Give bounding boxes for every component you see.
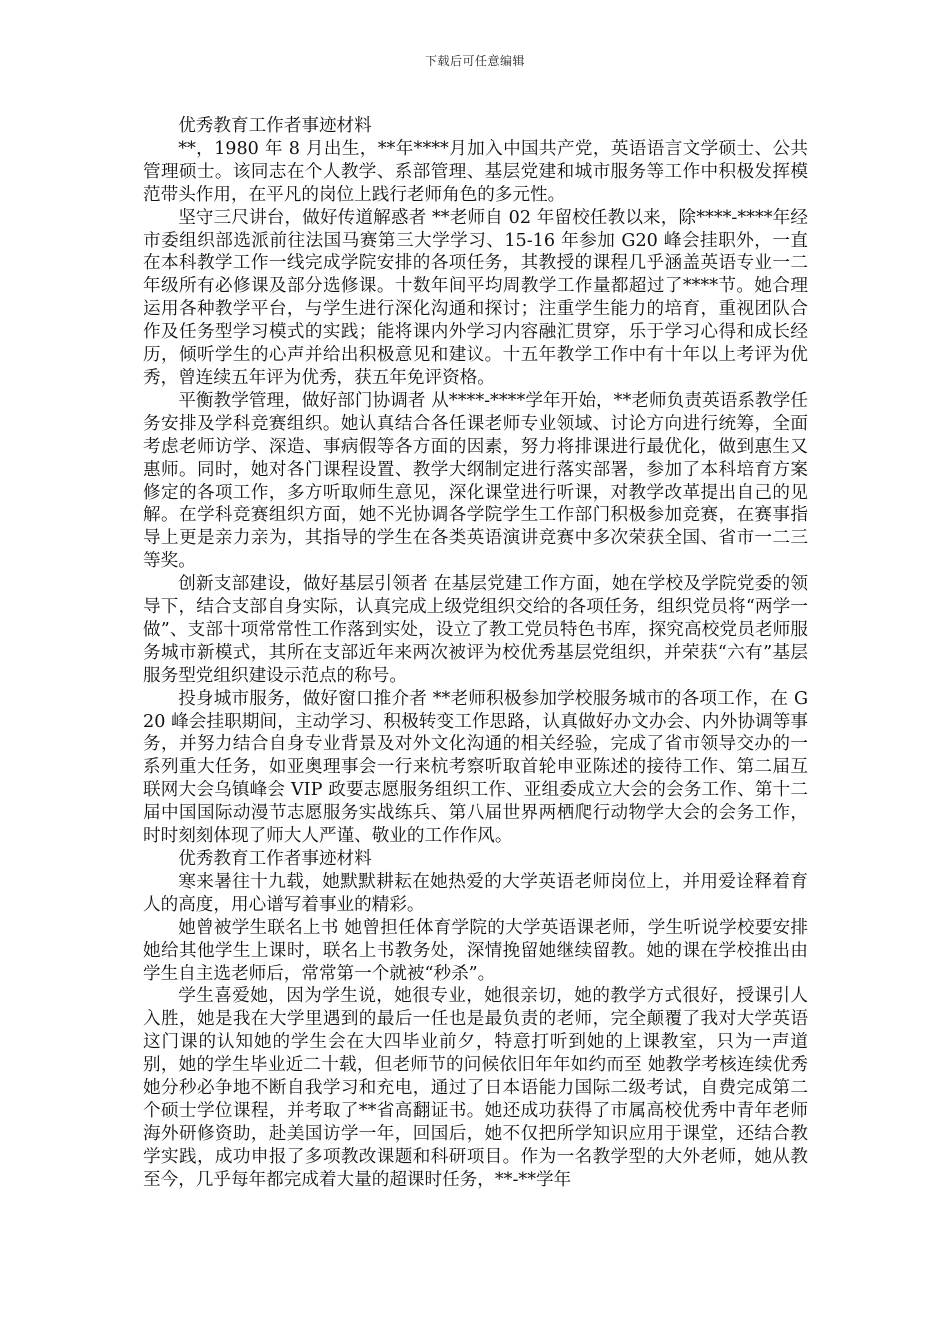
paragraph-second-intro: 寒来暑往十九载，她默默耕耘在她热爱的大学英语老师岗位上，并用爱诠释着育人的高度，用心谱写着事业的精彩。 xyxy=(143,871,808,915)
paragraph-management: 平衡教学管理，做好部门协调者 从****-****学年开始，**老师负责英语系教学任务安排及学科竞赛组织。她认真结合各任课老师专业领域、讨论方向进行统筹，全面考虑老师访学、深造、事病假等各方面的因素，努力将排课进行最优化，做到惠生又惠师。同时，她对各门课程设置、教学大纲制定进行落实部署，参加了本科培育方案修定的各项工作，多方听取师生意见，深化课堂进行听课，对教学改革提出自己的见解。在学科竞赛组织方面，她不光协调各学院学生工作部门积极参加竞赛，在赛事指导上更是亲力亲为，其指导的学生在各类英语演讲竞赛中多次荣获全国、省市一二三等奖。 xyxy=(143,390,808,572)
paragraph-party-building: 创新支部建设，做好基层引领者 在基层党建工作方面，她在学校及学院党委的领导下，结合支部自身实际，认真完成上级党组织交给的各项任务，组织党员将“两学一做”、支部十项常常性工作落到实处，设立了教工党员特色书库，探究高校党员老师服务城市新模式，其所在支部近年来两次被评为校优秀基层党组织，并荣获“六有”基层服务型党组织建设示范点的称号。 xyxy=(143,574,808,686)
page-header: 下载后可任意编辑 xyxy=(424,54,525,68)
document-title-second: 优秀教育工作者事迹材料 xyxy=(178,849,372,869)
paragraph-student-love: 学生喜爱她，因为学生说，她很专业，她很亲切，她的教学方式很好，授课引人入胜，她是我在大学里遇到的最后一任也是最负责的老师，完全颠覆了我对大学英语这门课的认知她的学生会在大四毕业前夕，特意打听到她的上课教室，只为一声道别，她的学生毕业近二十载，但老师节的问候依旧年年如约而至 她教学考核连续优秀 她分秒必争地不断自我学习和充电，通过了日本语能力国际二级考试，自费完成第二个硕士学位课程，并考取了**省高翻证书。她还成功获得了市属高校优秀中青年老师海外研修资助，赴美国访学一年，回国后，她不仅把所学知识应用于课堂，还结合教学实践，成功申报了多项教改课题和科研项目。作为一名教学型的大外老师，她从教至今，几乎每年都完成着大量的超课时任务，**-**学年 xyxy=(143,986,808,1190)
paragraph-intro: **，1980 年 8 月出生，**年****月加入中国共产党，英语语言文学硕士、公共管理硕士。该同志在个人教学、系部管理、基层党建和城市服务等工作中积极发挥模范带头作用，在平凡的岗位上践行老师角色的多元性。 xyxy=(143,138,808,205)
paragraph-city-service: 投身城市服务，做好窗口推介者 **老师积极参加学校服务城市的各项工作，在 G20 峰会挂职期间，主动学习、积极转变工作思路，认真做好办文办会、内外协调等事务，并努力结合自身专业背景及对外文化沟通的相关经验，完成了省市领导交办的一系列重大任务，如亚奥理事会一行来杭考察听取首轮申亚陈述的接待工作、第二届互联网大会乌镇峰会 VIP 政要志愿服务组织工作、亚组委成立大会的会务工作、第十二届中国国际动漫节志愿服务实战练兵、第八届世界两栖爬行动物学大会的会务工作，时时刻刻体现了师大人严谨、敬业的工作作风。 xyxy=(143,688,808,847)
document-body xyxy=(143,115,808,1192)
paragraph-student-petition: 她曾被学生联名上书 她曾担任体育学院的大学英语课老师，学生听说学校要安排她给其他学生上课时，联名上书教务处，深情挽留她继续留教。她的课在学校推出由学生自主选老师后，常常第一个就被“秒杀”。 xyxy=(143,917,808,984)
paragraph-teaching: 坚守三尺讲台，做好传道解惑者 **老师自 02 年留校任教以来，除****-****年经市委组织部选派前往法国马赛第三大学学习、15-16 年参加 G20 峰会挂职外，一直在本科教学工作一线完成学院安排的各项任务，其教授的课程几乎涵盖英语专业一二年级所有必修课及部分选修课。十数年间平均周教学工作量都超过了****节。她合理运用各种教学平台，与学生进行深化沟通和探讨；注重学生能力的培育，重视团队合作及任务型学习模式的实践；能将课内外学习内容融汇贯穿，乐于学习心得和成长经历，倾听学生的心声并给出积极意见和建议。十五年教学工作中有十年以上考评为优秀，曾连续五年评为优秀，获五年免评资格。 xyxy=(143,207,808,388)
document-title: 优秀教育工作者事迹材料 xyxy=(178,116,372,136)
